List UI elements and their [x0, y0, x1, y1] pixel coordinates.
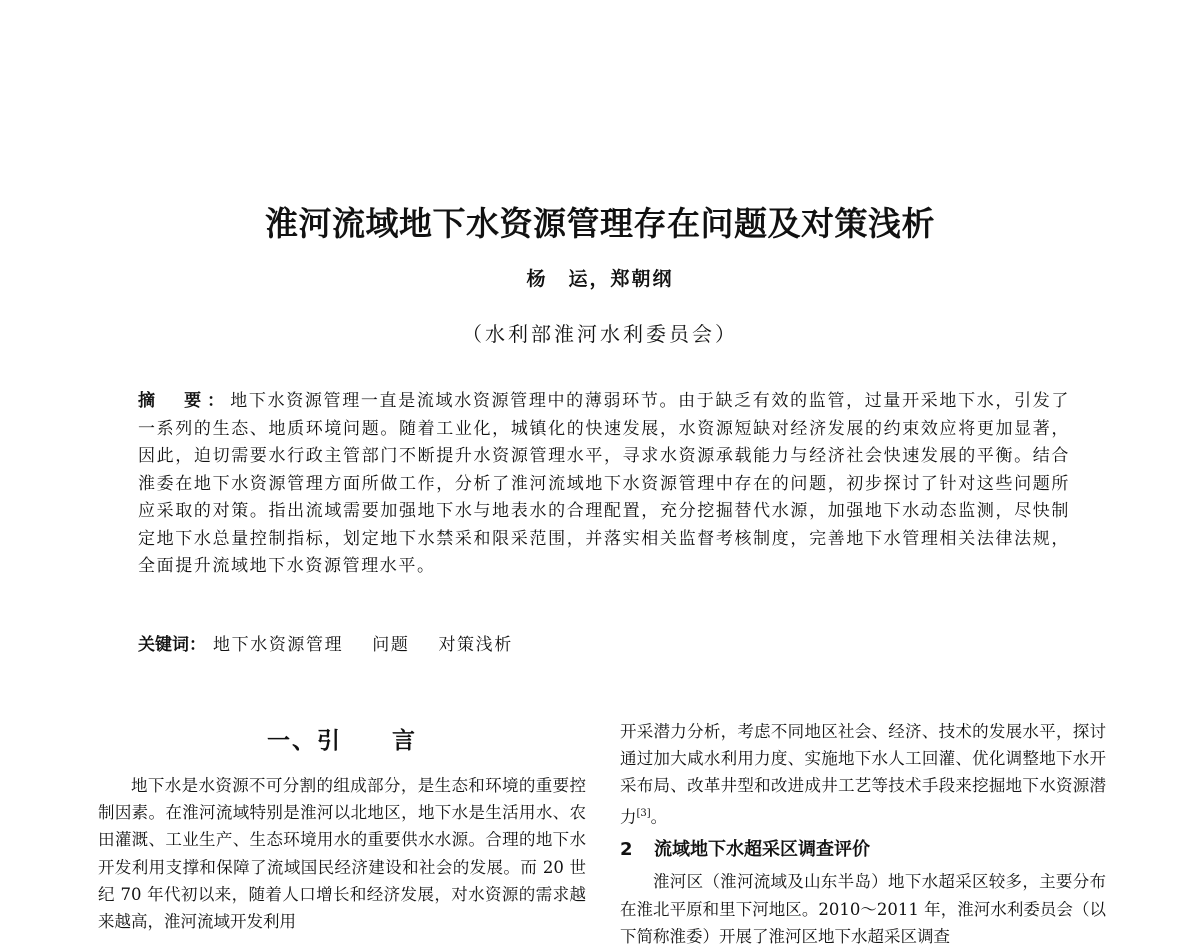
- affiliation: （水利部淮河水利委员会）: [462, 322, 738, 346]
- keywords: [138, 630, 1070, 655]
- subsection-heading: [620, 836, 1106, 864]
- authors: 杨 运，郑朝纲: [526, 268, 674, 290]
- intro-paragraph: 地下水是水资源不可分割的组成部分，是生态和环境的重要控制因素。在淮河流域特别是淮河以北地区，地下水是生活用水、农田灌溉、工业生产、生态环境用水的重要供水水源。合理的地下水开发利用支撑和保障了流域国民经济建设和社会的发展。而 20 世纪 70 年代初以来，随着人口增长和经济发展，对水资源的需求越来越高，淮河流域开发利用: [98, 776, 586, 932]
- right-paragraph-1: [620, 718, 1106, 830]
- subsection-number: 2: [620, 839, 633, 861]
- keyword-item: 对策浅析: [438, 635, 513, 655]
- section-heading-introduction: [98, 722, 586, 758]
- keyword-item: 问题: [372, 635, 410, 655]
- right-paragraph-2: 淮河区（淮河流域及山东半岛）地下水超采区较多，主要分布在淮北平原和里下河地区。2010～2011 年，淮河水利委员会（以下简称淮委）开展了淮河区地下水超采区调查: [620, 872, 1106, 946]
- paper-title: 淮河流域地下水资源管理存在问题及对策浅析: [265, 204, 935, 243]
- abstract-label: 摘 要：: [138, 391, 231, 411]
- keywords-label: 关键词：: [138, 635, 206, 655]
- subsection-title: 流域地下水超采区调查评价: [654, 839, 870, 861]
- right-paragraph-1-end: 。: [650, 807, 668, 827]
- abstract-text: 地下水资源管理一直是流域水资源管理中的薄弱环节。由于缺乏有效的监管，过量开采地下水，引发了一系列的生态、地质环境问题。随着工业化，城镇化的快速发展，水资源短缺对经济发展的约束效应将更加显著，因此，迫切需要水行政主管部门不断提升水资源管理水平，寻求水资源承载能力与经济社会快速发展的平衡。结合淮委在地下水资源管理方面所做工作，分析了淮河流域地下水资源管理中存在的问题，初步探讨了针对这些问题所应采取的对策。指出流域需要加强地下水与地表水的合理配置，充分挖掘替代水源，加强地下水动态监测，尽快制定地下水总量控制指标，划定地下水禁采和限采范围，并落实相关监督考核制度，完善地下水管理相关法律法规，全面提升流域地下水资源管理水平。: [138, 391, 1070, 576]
- section-heading-part-b: 言: [392, 728, 417, 754]
- keyword-item: 地下水资源管理: [213, 635, 344, 655]
- abstract: [138, 388, 1070, 581]
- citation: [3]: [636, 807, 651, 819]
- left-column: [98, 722, 586, 935]
- section-heading-part-a: 一、引: [267, 728, 342, 754]
- right-column: [620, 718, 1106, 950]
- right-paragraph-1-text: 开采潜力分析，考虑不同地区社会、经济、技术的发展水平，探讨通过加大咸水利用力度、实施地下水人工回灌、优化调整地下水开采布局、改革井型和改进成井工艺等技术手段来挖掘地下水资源潜力: [620, 722, 1106, 827]
